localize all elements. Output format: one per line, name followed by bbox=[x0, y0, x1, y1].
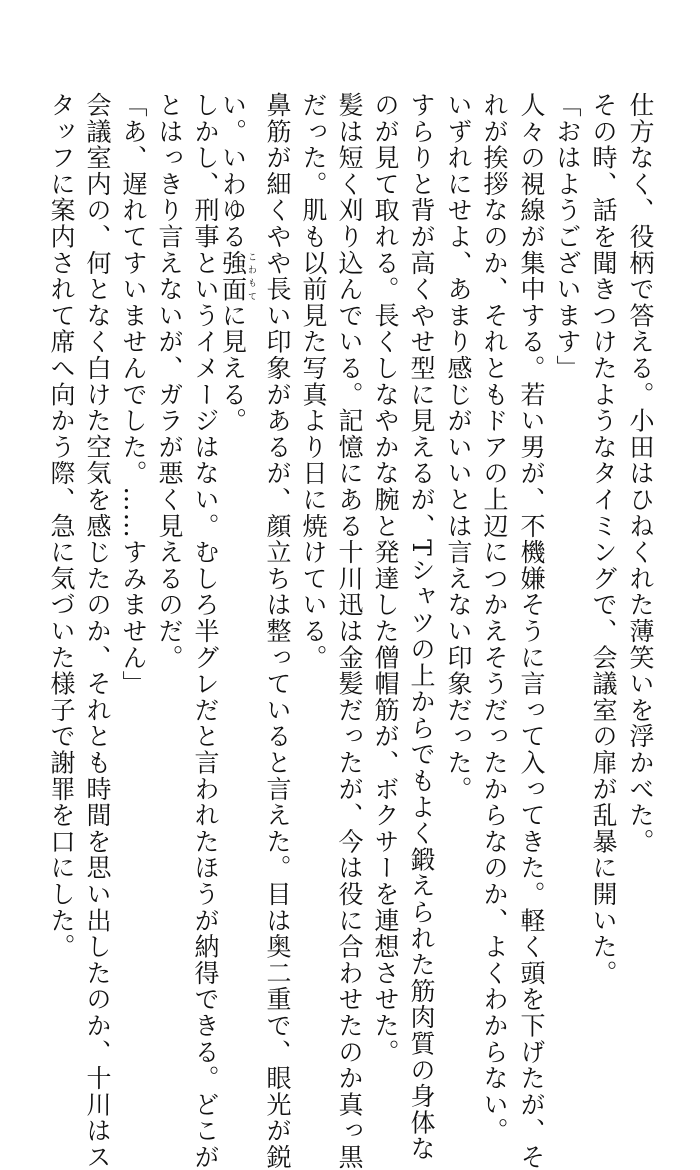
text-line-10: だった。肌も以前見た写真より日に焼けている。 bbox=[299, 92, 328, 671]
text-line-12 bbox=[218, 92, 256, 434]
text-line-16: 会議室内の、何となく白けた空気を感じたのか、それとも時間を思い出したのか、十川はス bbox=[83, 92, 112, 1170]
text-line-12-start: い。いわゆる bbox=[218, 92, 248, 250]
ruby-annotated-word bbox=[218, 249, 256, 303]
text-line-5: れが挨拶なのか、それともドアの上辺につかえそうだったからなのか、よくわからない。 bbox=[480, 92, 509, 1144]
text-line-15: 「あ、遅れてすいませんでした。……すみません」 bbox=[119, 92, 148, 697]
text-line-6: いずれにせよ、あまり感じがいいとは言えない印象だった。 bbox=[444, 92, 473, 803]
text-line-4: 人々の視線が集中する。若い男が、不機嫌そうに言って入ってきた。軽く頭を下げたが、そ bbox=[517, 92, 546, 1170]
text-line-12-end: に見える。 bbox=[218, 302, 248, 434]
text-line-1: 仕方なく、役柄で答える。小田はひねくれた薄笑いを浮かべた。 bbox=[626, 92, 655, 855]
ruby-reading: こわもて bbox=[246, 249, 256, 303]
ruby-base-text: 強面 bbox=[218, 249, 248, 303]
text-line-9: 髪は短く刈り込んでいる。記憶にある十川迅は金髪だったが、今は役に合わせたのか真っ黒 bbox=[335, 92, 364, 1170]
text-line-7: すらりと背が高くやせ型に見えるが、Tシャツの上からでもよく鍛えられた筋肉質の身体な bbox=[407, 92, 436, 1162]
text-line-14: とはっきり言えないが、ガラが悪く見えるのだ。 bbox=[155, 92, 184, 671]
text-line-13: しかし、刑事というイメージはない。むしろ半グレだと言われたほうが納得できる。どこが bbox=[191, 92, 220, 1170]
text-line-17: タッフに案内されて席へ向かう際、急に気づいた様子で謝罪を口にした。 bbox=[47, 92, 76, 960]
text-line-2: その時、話を聞きつけたようなタイミングで、会議室の扉が乱暴に開いた。 bbox=[589, 92, 618, 987]
text-line-3: 「おはようございます」 bbox=[553, 92, 582, 382]
text-line-11: 鼻筋が細くやや長い印象があるが、顔立ちは整っていると言えた。目は奥二重で、眼光が鋭 bbox=[263, 92, 292, 1170]
text-line-8: のが見て取れる。長くしなやかな腕と発達した僧帽筋が、ボクサーを連想させた。 bbox=[371, 92, 400, 1066]
